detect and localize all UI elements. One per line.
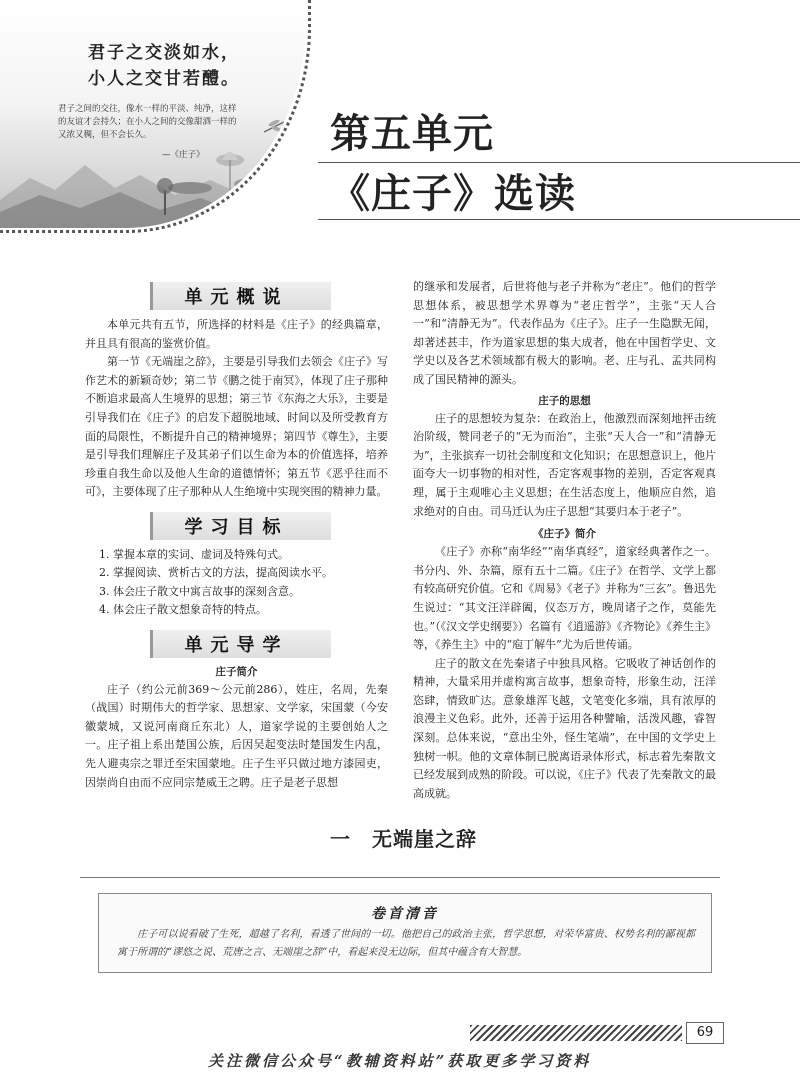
overview-heading-text: 单元概说 <box>184 287 289 308</box>
footer-note: 关注微信公众号“教辅资料站”获取更多学习资料 <box>208 1052 592 1070</box>
quote-source: —《庄子》 <box>162 150 205 160</box>
intro-box-title: 卷首清音 <box>371 906 439 922</box>
lesson-title: 一 无端崖之辞 <box>330 827 477 851</box>
bio-subhead: 庄子简介 <box>215 665 258 678</box>
thought-paragraph: 庄子的思想较为复杂：在政治上，他激烈而深刻地抨击统治阶级，赞同老子的“无为而治”，主张“天人合一”和“清静无为”，主张摈弃一切社会制度和文化知识；在思想意识上，他片面夸大一切事物的相对性，否定客观事物的差别，否定客观真理，属于主观唯心主义思想；在生活态度上，他顺应自然，追求绝对的自由。司马迁认为庄子思想“其要归本于老子”。 <box>413 411 716 518</box>
title-rule <box>318 162 800 163</box>
intro-box-text: 庄子可以说看破了生死，超越了名利，看透了世间的一切。他把自己的政治主张，哲学思想，对荣华富贵、权势名利的鄙视都寓于所谓的“谬悠之说、荒唐之言、无端崖之辞”中，看起来没无边际，但其中蕴含有大智慧。 <box>117 929 695 958</box>
lesson-rule <box>80 877 720 878</box>
quote-line-2: 小人之交甘若醴。 <box>88 69 240 89</box>
overview-paragraph-2: 第一节《无端崖之辞》，主要是引导我们去领会《庄子》写作艺术的新颖奇妙；第二节《鹏之徙于南冥》，体现了庄子那种不断追求最高人生境界的思想；第三节《东海之大乐》，主要是引导我们在《庄子》的启发下超脱地域、时间以及所受教育方面的局限性，不断提升自己的精神境界；第四节《尊生》，主要是引导我们理解庄子及其弟子们以生命为本的价值选择，培养珍重自我生命以及他人生命的道德情怀；第五节《恶乎往而不可》，主要体现了庄子那种从人生绝境中实现突围的精神力量。 <box>85 355 388 499</box>
guide-heading-text: 单元导学 <box>184 634 289 656</box>
goal-item: 2. 掌握阅读、赏析古文的方法，提高阅读水平。 <box>99 566 333 580</box>
subtitle-rule <box>318 219 800 220</box>
quote-line-1: 君子之交淡如水， <box>88 43 240 63</box>
goals-heading-text: 学习目标 <box>184 516 289 538</box>
unit-title: 第五单元 <box>330 111 494 157</box>
goals-list <box>85 546 388 620</box>
unit-subtitle: 《庄子》选读 <box>330 171 576 217</box>
book-paragraph-2: 庄子的散文在先秦诸子中独具风格。它吸收了神话创作的精神，大量采用并虚构寓言故事，想象奇特，形象生动，汪洋恣肆，情致旷达。意象雄浑飞越，文笔变化多端，具有浓厚的浪漫主义色彩。此外，还善于运用各种譬喻，活泼风趣，睿智深刻。总体来说，“意出尘外，怪生笔端”，在中国的文学史上独树一帜。他的文章体制已脱离语录体形式，标志着先秦散文已经发展到成熟的阶段。可以说，《庄子》代表了先秦散文的最高成就。 <box>413 656 716 800</box>
quote-explanation: 君子之间的交往，像水一样的平淡、纯净，这样的友谊才会持久；在小人之间的交像甜酒一样的又浓又稠，但不会长久。 <box>58 104 237 140</box>
right-column <box>413 278 716 803</box>
bio-continued-paragraph: 的继承和发展者，后世将他与老子并称为“老庄”。他们的哲学思想体系，被思想学术界尊为“老庄哲学”，主张“天人合一”和“清静无为”。代表作品为《庄子》。庄子一生隐默无闻，却著述甚丰，作为道家思想的集大成者，他在中国哲学史、文学史以及各艺术领域都有极大的影响。老、庄与孔、孟共同构成了国民精神的源头。 <box>413 280 716 386</box>
goal-item: 3. 体会庄子散文中寓言故事的深刻含意。 <box>99 584 300 598</box>
overview-paragraph-1: 本单元共有五节，所选择的材料是《庄子》的经典篇章，并且具有很高的鉴赏价值。 <box>85 318 388 350</box>
overview-heading <box>85 278 388 312</box>
left-column <box>85 278 388 792</box>
guide-heading <box>85 626 388 660</box>
book-paragraph-1: 《庄子》亦称“南华经”“南华真经”，道家经典著作之一。书分内、外、杂篇，原有五十二篇。《庄子》在哲学、文学上都有较高研究价值。它和《周易》《老子》并称为“三玄”。鲁迅先生说过：“其文汪洋辟阖，仪态万方，晚周诸子之作，莫能先也。”（《汉文学史纲要》）名篇有《逍遥游》《齐物论》《养生主》等，《养生主》中的“庖丁解牛”尤为后世传诵。 <box>413 545 716 652</box>
book-subhead: 《庄子》简介 <box>533 528 596 541</box>
goal-item: 1. 掌握本章的实词、虚词及特殊句式。 <box>99 547 289 561</box>
goal-item: 4. 体会庄子散文想象奇特的特点。 <box>99 603 267 617</box>
page-number-decoration <box>470 1025 682 1041</box>
bio-paragraph: 庄子（约公元前369～公元前286），姓庄，名周，先秦（战国）时期伟大的哲学家、思想家、文学家，宋国蒙（今安徽蒙城，又说河南商丘东北）人，道家学说的主要创始人之一。庄子祖上系出楚国公族，后因吴起变法时楚国发生内乱，先人避夷宗之罪迁至宋国蒙地。庄子生平只做过地方漆园吏，因崇尚自由而不应同宗楚威王之聘。庄子是老子思想 <box>85 682 388 789</box>
thought-subhead: 庄子的思想 <box>538 394 591 407</box>
intro-box <box>98 893 712 973</box>
page-number: 69 <box>686 1022 724 1044</box>
goals-heading <box>85 508 388 542</box>
